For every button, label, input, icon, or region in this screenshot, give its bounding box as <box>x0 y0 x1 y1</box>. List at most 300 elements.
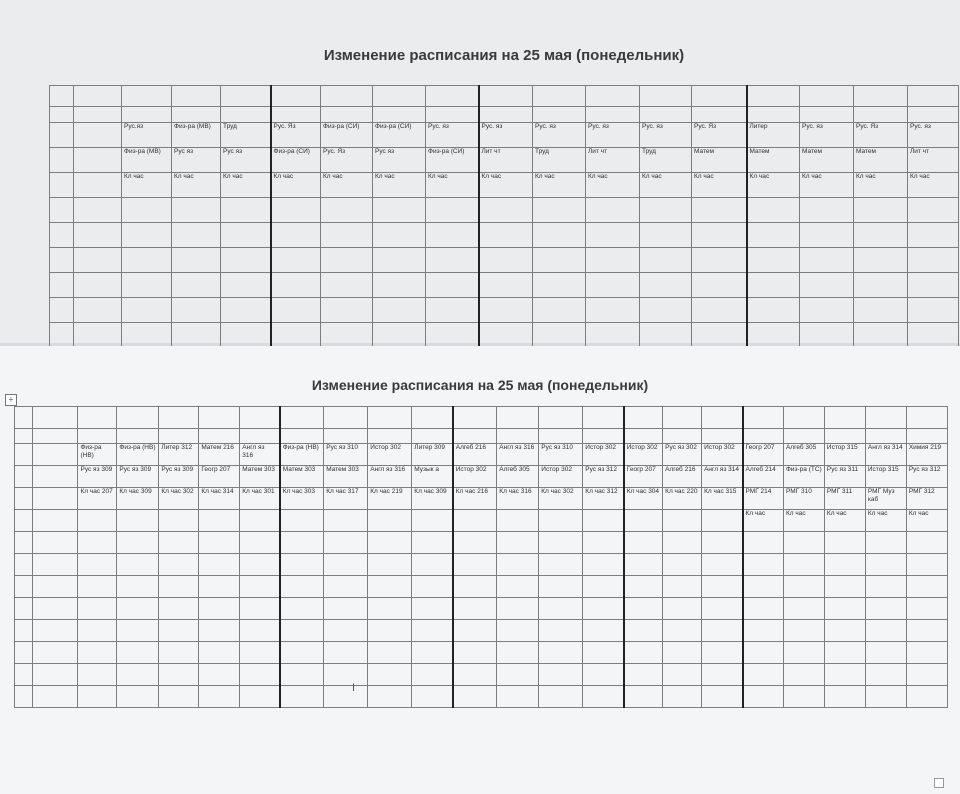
time-cell <box>74 107 122 123</box>
room-cell <box>426 107 479 123</box>
lesson-cell: Истор 302 <box>583 444 624 466</box>
lesson-cell: Рус. яз <box>800 123 854 148</box>
lesson-cell <box>240 686 280 708</box>
lesson-cell <box>199 510 240 532</box>
lesson-cell <box>583 620 624 642</box>
lesson-cell <box>453 620 497 642</box>
lesson-cell <box>865 686 906 708</box>
lesson-cell <box>479 248 533 273</box>
lesson-cell <box>78 598 117 620</box>
class-header <box>692 86 747 107</box>
lesson-cell <box>640 248 692 273</box>
lesson-cell <box>280 598 324 620</box>
class-header <box>663 407 702 429</box>
lesson-cell <box>412 664 453 686</box>
lesson-number <box>15 620 33 642</box>
lesson-cell <box>324 664 368 686</box>
lesson-cell <box>663 532 702 554</box>
lesson-cell <box>122 248 172 273</box>
lesson-cell <box>854 273 908 298</box>
lesson-cell <box>368 532 412 554</box>
lesson-cell <box>824 598 865 620</box>
lesson-time <box>74 298 122 323</box>
lesson-cell <box>368 642 412 664</box>
lesson-cell <box>159 664 199 686</box>
lesson-cell: Литер 312 <box>159 444 199 466</box>
row-number-header <box>50 86 74 107</box>
room-cell <box>583 429 624 444</box>
lesson-cell <box>280 576 324 598</box>
lesson-cell <box>280 620 324 642</box>
lesson-cell: Англ яз 314 <box>702 466 743 488</box>
lesson-cell <box>663 664 702 686</box>
lesson-cell: Кл час 303 <box>280 488 324 510</box>
room-cell <box>747 107 800 123</box>
lesson-cell <box>533 198 586 223</box>
lesson-cell <box>368 510 412 532</box>
lesson-cell <box>908 323 959 348</box>
page-title: Изменение расписания на 25 мая (понедельник) <box>323 47 685 64</box>
lesson-cell: Рус. Яз <box>854 123 908 148</box>
lesson-cell: Кл час 309 <box>117 488 159 510</box>
lesson-cell <box>172 248 221 273</box>
lesson-cell <box>453 642 497 664</box>
room-cell <box>479 107 533 123</box>
lesson-cell <box>412 620 453 642</box>
lesson-number <box>50 173 74 198</box>
lesson-cell: Рус. яз <box>426 123 479 148</box>
class-header <box>906 407 947 429</box>
class-header <box>199 407 240 429</box>
lesson-cell <box>122 198 172 223</box>
lesson-number <box>15 532 33 554</box>
table-move-handle-icon[interactable]: + <box>5 394 17 406</box>
lesson-cell <box>702 598 743 620</box>
room-cell <box>324 429 368 444</box>
lesson-number <box>15 576 33 598</box>
class-header <box>271 86 321 107</box>
class-header <box>426 86 479 107</box>
lesson-cell: Истор 302 <box>539 466 583 488</box>
lesson-cell <box>865 664 906 686</box>
lesson-cell <box>908 248 959 273</box>
lesson-cell <box>783 664 824 686</box>
lesson-cell <box>159 554 199 576</box>
lesson-number <box>50 273 74 298</box>
lesson-cell <box>583 664 624 686</box>
schedule-page-1 <box>0 0 960 343</box>
lesson-cell: Истор 302 <box>624 444 663 466</box>
lesson-cell <box>497 554 539 576</box>
lesson-row <box>15 598 948 620</box>
lesson-cell <box>172 223 221 248</box>
lesson-cell <box>221 298 271 323</box>
class-header <box>583 407 624 429</box>
lesson-cell <box>906 642 947 664</box>
lesson-cell: Рус. яз <box>479 123 533 148</box>
lesson-cell: РМГ Муз каб <box>865 488 906 510</box>
room-cell <box>221 107 271 123</box>
lesson-cell <box>539 620 583 642</box>
lesson-cell <box>240 620 280 642</box>
schedule-table-secondary <box>14 406 948 708</box>
lesson-cell <box>321 223 373 248</box>
lesson-cell <box>117 686 159 708</box>
lesson-row <box>50 148 959 173</box>
class-header <box>122 86 172 107</box>
lesson-cell <box>78 510 117 532</box>
lesson-cell: Кл час <box>854 173 908 198</box>
lesson-cell: Истор 315 <box>865 466 906 488</box>
lesson-cell: Физ-ра (СИ) <box>426 148 479 173</box>
lesson-cell: Рус яз <box>172 148 221 173</box>
lesson-cell <box>368 686 412 708</box>
lesson-cell <box>122 323 172 348</box>
lesson-cell: Кл час <box>640 173 692 198</box>
lesson-cell <box>321 248 373 273</box>
lesson-cell: Рус яз 312 <box>906 466 947 488</box>
room-cell <box>497 429 539 444</box>
lesson-time <box>33 598 78 620</box>
rooms-row <box>15 429 948 444</box>
room-cell <box>122 107 172 123</box>
room-cell <box>159 429 199 444</box>
lesson-cell <box>479 223 533 248</box>
lesson-cell <box>117 620 159 642</box>
lesson-number <box>50 298 74 323</box>
lesson-row <box>50 248 959 273</box>
lesson-cell: Литер <box>747 123 800 148</box>
lesson-cell <box>412 576 453 598</box>
lesson-cell <box>199 686 240 708</box>
lesson-cell <box>497 598 539 620</box>
lesson-cell <box>199 642 240 664</box>
lesson-cell <box>479 298 533 323</box>
lesson-number <box>15 642 33 664</box>
room-cell <box>199 429 240 444</box>
lesson-cell <box>586 298 640 323</box>
lesson-cell <box>624 576 663 598</box>
lesson-cell <box>702 664 743 686</box>
lesson-cell: Кл час <box>586 173 640 198</box>
lesson-cell <box>240 642 280 664</box>
lesson-cell <box>747 298 800 323</box>
lesson-row <box>15 532 948 554</box>
lesson-cell: Кл час 314 <box>199 488 240 510</box>
lesson-cell <box>583 642 624 664</box>
lesson-cell: Физ-ра (НВ) <box>280 444 324 466</box>
lesson-cell <box>533 323 586 348</box>
lesson-cell <box>865 576 906 598</box>
lesson-cell <box>78 686 117 708</box>
time-cell <box>33 429 78 444</box>
room-cell <box>240 429 280 444</box>
lesson-cell <box>321 298 373 323</box>
lesson-cell <box>324 598 368 620</box>
lesson-cell <box>663 598 702 620</box>
lesson-cell <box>368 664 412 686</box>
lesson-cell <box>692 248 747 273</box>
lesson-cell: Истор 315 <box>824 444 865 466</box>
class-header <box>539 407 583 429</box>
lesson-cell: РМГ 311 <box>824 488 865 510</box>
lesson-cell <box>533 223 586 248</box>
lesson-number <box>15 510 33 532</box>
lesson-cell <box>426 273 479 298</box>
lesson-cell <box>117 598 159 620</box>
lesson-row <box>15 664 948 686</box>
lesson-cell <box>865 532 906 554</box>
lesson-cell <box>426 248 479 273</box>
lesson-cell <box>453 664 497 686</box>
lesson-cell <box>324 686 368 708</box>
lesson-cell <box>426 198 479 223</box>
lesson-cell: Кл час <box>221 173 271 198</box>
lesson-cell <box>640 198 692 223</box>
lesson-cell <box>743 576 784 598</box>
lesson-cell <box>280 532 324 554</box>
lesson-cell: Геогр 207 <box>624 466 663 488</box>
lesson-time <box>33 686 78 708</box>
lesson-cell <box>240 532 280 554</box>
lesson-cell <box>221 273 271 298</box>
lesson-cell <box>271 298 321 323</box>
lesson-cell <box>78 620 117 642</box>
row-number-header <box>15 407 33 429</box>
lesson-cell <box>240 554 280 576</box>
room-cell <box>117 429 159 444</box>
lesson-number <box>15 686 33 708</box>
class-header <box>865 407 906 429</box>
room-cell <box>271 107 321 123</box>
lesson-cell <box>702 686 743 708</box>
lesson-row <box>50 223 959 248</box>
lesson-cell <box>583 686 624 708</box>
lesson-time <box>74 198 122 223</box>
lesson-cell <box>199 664 240 686</box>
lesson-cell <box>172 273 221 298</box>
lesson-cell: Матем 216 <box>199 444 240 466</box>
lesson-cell <box>172 323 221 348</box>
lesson-cell <box>663 642 702 664</box>
lesson-row <box>15 466 948 488</box>
lesson-cell <box>159 532 199 554</box>
bells-header <box>74 86 122 107</box>
lesson-cell: Рус яз 312 <box>583 466 624 488</box>
lesson-number <box>50 248 74 273</box>
lesson-cell <box>533 248 586 273</box>
lesson-cell <box>908 273 959 298</box>
lesson-cell: Алгеб 216 <box>663 466 702 488</box>
room-cell <box>373 107 426 123</box>
lesson-cell: Труд <box>640 148 692 173</box>
lesson-cell <box>453 598 497 620</box>
room-cell <box>663 429 702 444</box>
lesson-cell: Рус яз 309 <box>117 466 159 488</box>
lesson-cell <box>221 198 271 223</box>
lesson-cell <box>78 576 117 598</box>
lesson-cell <box>692 323 747 348</box>
class-header <box>117 407 159 429</box>
lesson-cell <box>800 298 854 323</box>
lesson-cell <box>412 598 453 620</box>
lesson-cell <box>122 298 172 323</box>
lesson-cell: Кл час <box>747 173 800 198</box>
schedule-page-2 <box>0 346 960 794</box>
room-cell <box>624 429 663 444</box>
schedule-table-primary <box>49 85 959 348</box>
class-header <box>533 86 586 107</box>
lesson-time <box>74 323 122 348</box>
lesson-cell: Англ яз 314 <box>865 444 906 466</box>
room-cell <box>800 107 854 123</box>
lesson-cell <box>412 532 453 554</box>
room-cell <box>412 429 453 444</box>
lesson-cell <box>702 576 743 598</box>
lesson-cell <box>199 532 240 554</box>
lesson-cell: Кл час <box>271 173 321 198</box>
lesson-cell <box>368 554 412 576</box>
class-header <box>702 407 743 429</box>
room-cell <box>321 107 373 123</box>
lesson-cell: Физ-ра (ТС) <box>783 466 824 488</box>
lesson-row <box>15 686 948 708</box>
page-title: Изменение расписания на 25 мая (понедельник) <box>311 377 649 393</box>
class-header <box>412 407 453 429</box>
lesson-cell <box>906 598 947 620</box>
lesson-time <box>33 510 78 532</box>
lesson-cell <box>865 554 906 576</box>
lesson-cell <box>743 620 784 642</box>
lesson-cell: Рус.яз <box>122 123 172 148</box>
lesson-cell <box>640 298 692 323</box>
lesson-cell: Физ-ра (НВ) <box>117 444 159 466</box>
lesson-cell <box>159 686 199 708</box>
header-row <box>50 86 959 107</box>
lesson-cell: Кл час <box>865 510 906 532</box>
lesson-cell: Кл час 220 <box>663 488 702 510</box>
lesson-cell <box>824 642 865 664</box>
lesson-cell <box>78 664 117 686</box>
lesson-cell <box>663 686 702 708</box>
lesson-time <box>74 123 122 148</box>
class-header <box>624 407 663 429</box>
lesson-cell <box>824 532 865 554</box>
lesson-cell <box>908 298 959 323</box>
lesson-cell <box>800 323 854 348</box>
lesson-cell <box>117 642 159 664</box>
class-header <box>497 407 539 429</box>
lesson-cell <box>373 323 426 348</box>
lesson-cell <box>117 664 159 686</box>
lesson-cell <box>906 576 947 598</box>
lesson-cell: Истор 302 <box>368 444 412 466</box>
lesson-row <box>15 576 948 598</box>
lesson-cell <box>824 664 865 686</box>
lesson-cell <box>240 510 280 532</box>
lesson-cell <box>539 598 583 620</box>
lesson-cell <box>702 510 743 532</box>
class-header <box>586 86 640 107</box>
room-cell <box>692 107 747 123</box>
lesson-cell <box>854 198 908 223</box>
room-cell <box>908 107 959 123</box>
lesson-cell <box>906 532 947 554</box>
lesson-cell <box>692 273 747 298</box>
lesson-cell <box>497 620 539 642</box>
lesson-cell <box>412 554 453 576</box>
lesson-cell <box>624 554 663 576</box>
lesson-cell: Кл час 302 <box>159 488 199 510</box>
lesson-time <box>33 664 78 686</box>
lesson-cell: Кл час <box>426 173 479 198</box>
lesson-cell <box>373 273 426 298</box>
room-cell <box>368 429 412 444</box>
lesson-cell <box>271 323 321 348</box>
lesson-cell <box>586 248 640 273</box>
lesson-cell <box>906 620 947 642</box>
lesson-cell <box>497 532 539 554</box>
lesson-cell <box>865 598 906 620</box>
lesson-cell: Лит чт <box>908 148 959 173</box>
lesson-cell <box>497 642 539 664</box>
room-cell <box>865 429 906 444</box>
lesson-cell: Кл час <box>321 173 373 198</box>
lesson-cell: Матем <box>854 148 908 173</box>
lesson-cell <box>824 620 865 642</box>
lesson-cell <box>117 554 159 576</box>
lesson-time <box>33 466 78 488</box>
lesson-cell <box>172 198 221 223</box>
class-header <box>783 407 824 429</box>
lesson-row <box>15 554 948 576</box>
lesson-cell <box>800 198 854 223</box>
lesson-row <box>50 173 959 198</box>
lesson-cell <box>497 664 539 686</box>
lesson-cell <box>271 223 321 248</box>
table-resize-handle-icon[interactable] <box>934 778 944 788</box>
lesson-cell <box>800 248 854 273</box>
class-header <box>453 407 497 429</box>
lesson-cell <box>800 223 854 248</box>
lesson-cell <box>280 664 324 686</box>
lesson-cell <box>497 510 539 532</box>
lesson-number <box>15 488 33 510</box>
lesson-cell: Физ-ра (МВ) <box>122 148 172 173</box>
lesson-cell <box>117 510 159 532</box>
lesson-number <box>50 123 74 148</box>
lesson-cell: Кл час 302 <box>539 488 583 510</box>
lesson-cell: Кл час <box>533 173 586 198</box>
lesson-cell <box>663 554 702 576</box>
class-header <box>747 86 800 107</box>
lesson-row <box>15 488 948 510</box>
lesson-cell <box>539 576 583 598</box>
lesson-time <box>33 554 78 576</box>
class-header <box>324 407 368 429</box>
class-header <box>479 86 533 107</box>
class-header <box>321 86 373 107</box>
room-cell <box>586 107 640 123</box>
lesson-cell <box>373 298 426 323</box>
lesson-cell <box>854 248 908 273</box>
lesson-cell <box>906 664 947 686</box>
lesson-cell: Геогр 207 <box>743 444 784 466</box>
lesson-cell <box>324 532 368 554</box>
room-cell <box>78 429 117 444</box>
lesson-cell <box>702 554 743 576</box>
lesson-cell <box>583 576 624 598</box>
